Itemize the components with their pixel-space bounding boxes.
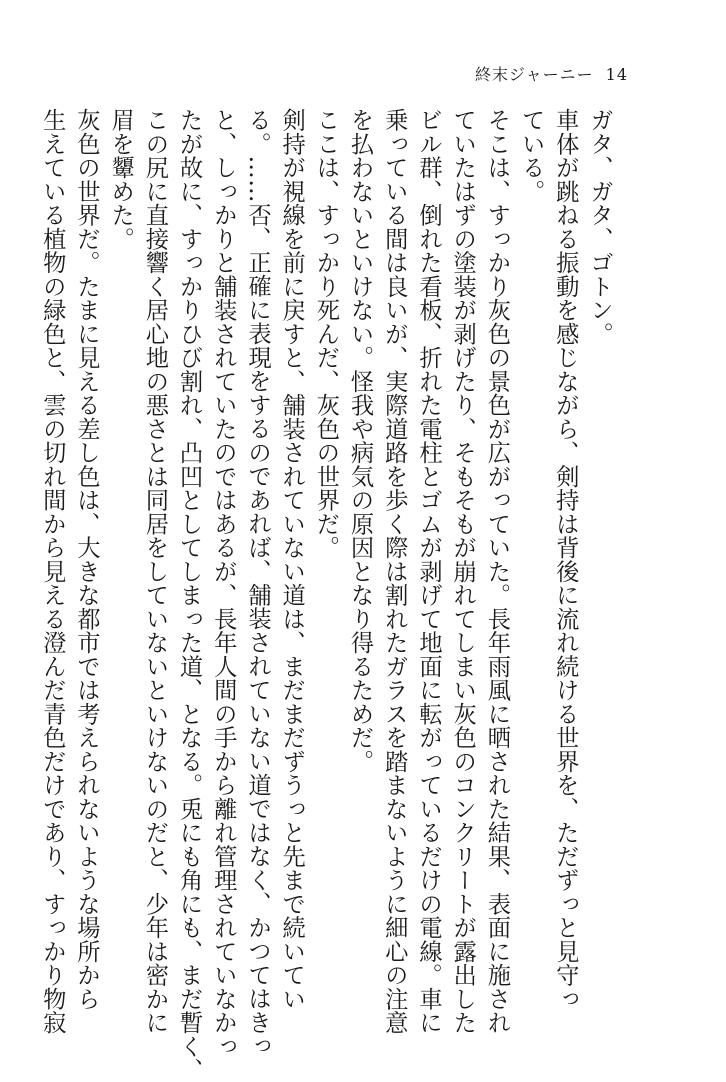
page-number: 14: [605, 65, 628, 84]
text-line: この尻に直接響く居心地の悪さとは同居をしていないといけないのだと、少年は密かに: [141, 108, 169, 1035]
text-line: 乗っている間は良いが、実際道路を歩く際は割れたガラスを踏まないように細心の注意: [380, 108, 408, 1035]
text-line: を払わないといけない。怪我や病気の原因となり得るためだ。: [346, 108, 374, 773]
text-line: 生えている植物の緑色と、雲の切れ間から見える澄んだ青色だけであり、すっかり物寂: [38, 108, 66, 1035]
text-line: 剣持が視線を前に戻すと、舗装されていない道は、まだまだずうっと先まで続いてい: [278, 108, 306, 1011]
running-header: [475, 62, 628, 85]
text-line: る。……否、正確に表現をするのであれば、舗装されていない道ではなく、かつてはきっ: [243, 108, 271, 1058]
text-line: ビル群、倒れた看板、折れた電柱とゴムが剥げて地面に転がっているだけの電線。車に: [414, 108, 442, 1035]
text-line: と、しっかりと舗装されていたのではあるが、長年人間の手から離れ管理されていなかっ: [209, 108, 237, 1058]
text-line: そこは、すっかり灰色の景色が広がっていた。長年雨風に晒された結果、表面に施され: [483, 108, 511, 1035]
text-line: ガタ、ガタ、ゴトン。: [586, 108, 613, 346]
text-line: 車体が跳ねる振動を感じながら、剣持は背後に流れ続ける世界を、ただずっと見守っ: [551, 108, 579, 1011]
book-title: 終末ジャーニー: [474, 65, 594, 84]
text-line: ていたはずの塗装が剥げたり、そもそもが崩れてしまい灰色のコンクリートが露出した: [449, 108, 477, 1035]
text-line: ここは、すっかり死んだ、灰色の世界だ。: [312, 108, 340, 560]
vertical-body-text: [35, 108, 616, 1082]
text-line: 灰色の世界だ。たまに見える差し色は、大きな都市では考えられないような場所から: [72, 108, 100, 1011]
text-line: たが故に、すっかりひび割れ、凸凹としてしまった道、となる。兎にも角にも、まだ暫く、: [175, 108, 203, 1082]
text-line: 眉を顰めた。: [107, 108, 135, 251]
text-line: ている。: [517, 108, 545, 203]
